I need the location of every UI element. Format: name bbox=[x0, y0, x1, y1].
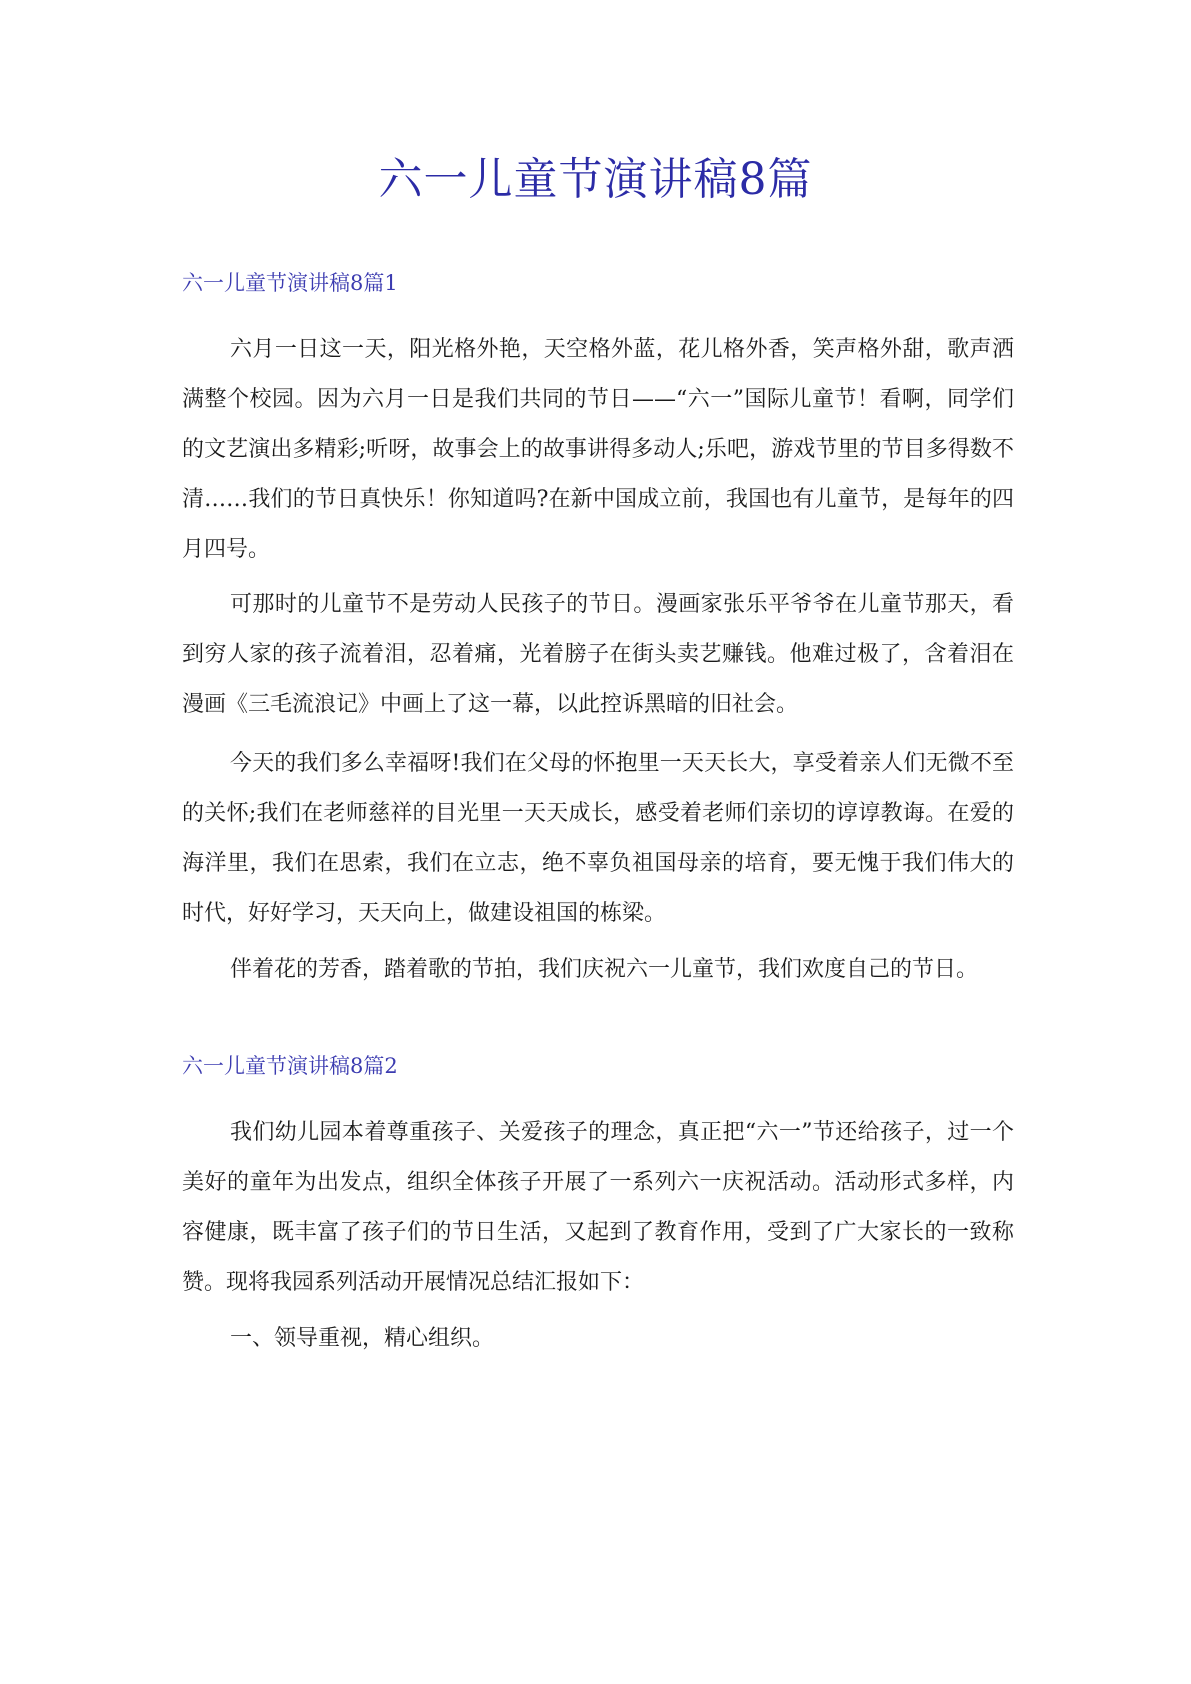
section-2-paragraph-2: 一、领导重视，精心组织。 bbox=[230, 1326, 495, 1351]
section-2-paragraph-1: 我们幼儿园本着尊重孩子、关爱孩子的理念，真正把“六一”节还给孩子，过一个美好的童年为出发点，组织全体孩子开展了一系列六一庆祝活动。活动形式多样，内容健康，既丰富了孩子们的节日生活，又起到了教育作用，受到了广大家长的一致称赞。现将我园系列活动开展情况总结汇报如下： bbox=[182, 1120, 1014, 1295]
section-1-paragraph-4: 伴着花的芳香，踏着歌的节拍，我们庆祝六一儿童节，我们欢度自己的节日。 bbox=[230, 957, 979, 982]
section-1-paragraph-1: 六月一日这一天，阳光格外艳，天空格外蓝，花儿格外香，笑声格外甜，歌声洒满整个校园。因为六月一日是我们共同的节日——“六一”国际儿童节！看啊，同学们的文艺演出多精彩;听呀，故事会上的故事讲得多动人;乐吧，游戏节里的节目多得数不清……我们的节日真快乐！你知道吗?在新中国成立前，我国也有儿童节，是每年的四月四号。 bbox=[182, 337, 1014, 562]
section-heading-2: 六一儿童节演讲稿8篇2 bbox=[182, 1054, 398, 1078]
section-heading-1: 六一儿童节演讲稿8篇1 bbox=[182, 271, 398, 295]
section-1-paragraph-3: 今天的我们多么幸福呀!我们在父母的怀抱里一天天长大，享受着亲人们无微不至的关怀;我们在老师慈祥的目光里一天天成长，感受着老师们亲切的谆谆教诲。在爱的海洋里，我们在思索，我们在立志，绝不辜负祖国母亲的培育，要无愧于我们伟大的时代，好好学习，天天向上，做建设祖国的栋梁。 bbox=[182, 751, 1014, 926]
document-title: 六一儿童节演讲稿8篇 bbox=[378, 154, 813, 205]
section-1-paragraph-2: 可那时的儿童节不是劳动人民孩子的节日。漫画家张乐平爷爷在儿童节那天，看到穷人家的孩子流着泪，忍着痛，光着膀子在街头卖艺赚钱。他难过极了，含着泪在漫画《三毛流浪记》中画上了这一幕，以此控诉黑暗的旧社会。 bbox=[182, 592, 1014, 717]
